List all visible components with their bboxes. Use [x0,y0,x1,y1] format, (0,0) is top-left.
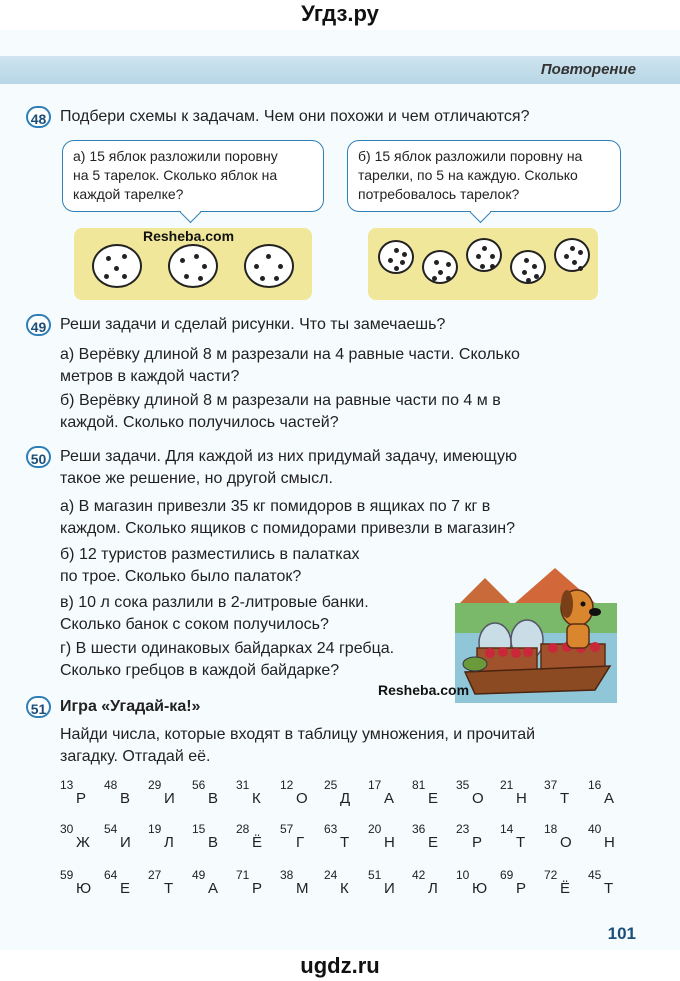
plate-icon [510,250,546,284]
puzzle-cell [148,868,192,902]
text-line: Сколько банок с соком получилось? [60,616,329,633]
cell-letter: Ё [560,880,571,897]
task-50-part-b [60,544,460,588]
puzzle-row [60,778,640,812]
card-line: тарелки, по 5 на каждую. Сколько [358,167,578,183]
cell-number: 49 [192,868,206,882]
resheba-watermark: Resheba.com [143,228,235,244]
cell-letter: Ю [472,880,488,897]
puzzle-cell [368,868,412,902]
cell-letter: О [560,834,572,851]
cell-letter: Д [340,790,351,807]
puzzle-cell [236,868,280,902]
puzzle-cell [368,822,412,856]
resheba-watermark: Resheba.com [378,682,470,698]
puzzle-cell [544,778,588,812]
problem-card-b [347,140,621,212]
cell-number: 16 [588,778,602,792]
task-51 [26,696,666,718]
cell-letter: Р [76,790,87,807]
site-header-watermark: Угдз.ру [301,1,379,26]
plate-icon [378,240,414,274]
cell-number: 38 [280,868,294,882]
puzzle-cell [500,778,544,812]
cell-number: 48 [104,778,118,792]
cell-number: 71 [236,868,250,882]
cell-letter: Н [604,834,615,851]
cell-letter: Ё [252,834,263,851]
task-question: Подбери схемы к задачам. Чем они похожи и чем отличаются? [60,108,530,125]
text-line: Найди числа, которые входят в таблицу умножения, и прочитай [60,726,536,743]
cell-letter: И [120,834,131,851]
cell-number: 10 [456,868,470,882]
task-question: Реши задачи и сделай рисунки. Что ты замечаешь? [60,316,446,333]
cell-letter: Р [472,834,483,851]
puzzle-row [60,822,640,856]
cell-letter: О [296,790,308,807]
cell-letter: В [208,790,219,807]
plate-icon [244,244,294,288]
cell-number: 31 [236,778,250,792]
puzzle-cell [588,868,632,902]
task-49-part-b [60,390,650,434]
cell-letter: И [384,880,395,897]
plate-icon [92,244,142,288]
text-line: в) 10 л сока разлили в 2-литровые банки. [60,594,369,611]
cell-number: 15 [192,822,206,836]
cell-letter: Т [560,790,570,807]
cell-letter: Е [120,880,131,897]
site-footer-watermark: ugdz.ru [0,951,680,981]
puzzle-row [60,868,640,902]
cell-letter: К [340,880,349,897]
puzzle-cell [588,822,632,856]
section-band [0,56,680,84]
cell-number: 57 [280,822,294,836]
puzzle-cell [544,868,588,902]
cell-number: 69 [500,868,514,882]
cell-letter: О [472,790,484,807]
cell-number: 23 [456,822,470,836]
card-line: на 5 тарелок. Сколько яблок на [73,167,278,183]
cell-number: 25 [324,778,338,792]
puzzle-cell [412,778,456,812]
page-number: 101 [607,924,636,943]
text-line: загадку. Отгадай её. [60,748,211,765]
cell-letter: К [252,790,261,807]
cell-letter: Т [340,834,350,851]
puzzle-cell [500,868,544,902]
task-number-badge: 51 [26,696,51,718]
cell-number: 54 [104,822,118,836]
cell-letter: Т [604,880,614,897]
puzzle-cell [280,868,324,902]
task-number-badge: 48 [26,106,51,128]
puzzle-cell [412,822,456,856]
cell-number: 17 [368,778,382,792]
task-number-badge: 49 [26,314,51,336]
plate-icon [422,250,458,284]
cell-letter: Н [516,790,527,807]
text-line: б) 12 туристов разместились в палатках [60,546,360,563]
cell-number: 19 [148,822,162,836]
cell-number: 64 [104,868,118,882]
cell-letter: А [604,790,615,807]
cell-number: 72 [544,868,558,882]
task-48 [26,106,666,128]
task-49 [26,314,666,336]
text-line: Реши задачи. Для каждой из них придумай задачу, имеющую [60,448,518,465]
cell-letter: Р [252,880,263,897]
cell-number: 30 [60,822,74,836]
puzzle-cell [544,822,588,856]
puzzle-cell [280,778,324,812]
puzzle-cell [104,822,148,856]
text-line: такое же решение, но другой смысл. [60,470,333,487]
task-50 [26,446,666,490]
cell-letter: Н [384,834,395,851]
puzzle-cell [456,868,500,902]
puzzle-cell [60,778,104,812]
cell-letter: А [208,880,219,897]
cell-number: 51 [368,868,382,882]
text-line: по трое. Сколько было палаток? [60,568,302,585]
puzzle-cell [104,778,148,812]
puzzle-cell [104,868,148,902]
cell-letter: Е [428,790,439,807]
puzzle-cell [60,822,104,856]
section-title: Повторение [540,61,636,78]
puzzle-cell [236,778,280,812]
card-line: каждой тарелке? [73,186,184,202]
puzzle-cell [412,868,456,902]
puzzle-cell [324,868,368,902]
task-50-part-c [60,592,460,636]
task-49-part-a [60,344,650,388]
plate-icon [466,238,502,272]
cell-number: 12 [280,778,294,792]
plate-icon [168,244,218,288]
text-line: а) Верёвку длиной 8 м разрезали на 4 равные части. Сколько [60,346,520,363]
task-50-part-a [60,496,650,540]
cell-letter: Ю [76,880,92,897]
puzzle-cell [148,822,192,856]
task-50-part-d [60,638,460,682]
cell-number: 24 [324,868,338,882]
dog-boat-illustration [455,548,617,703]
cell-number: 20 [368,822,382,836]
puzzle-cell [60,868,104,902]
puzzle-cell [280,822,324,856]
cell-letter: Р [516,880,527,897]
cell-letter: Т [516,834,526,851]
cell-letter: Г [296,834,305,851]
text-line: каждой. Сколько получилось частей? [60,414,339,431]
cell-number: 18 [544,822,558,836]
cell-number: 28 [236,822,250,836]
puzzle-cell [148,778,192,812]
puzzle-cell [192,868,236,902]
cell-letter: Е [428,834,439,851]
cell-letter: А [384,790,395,807]
cell-number: 36 [412,822,426,836]
puzzle-cell [588,778,632,812]
cell-number: 56 [192,778,206,792]
cell-number: 35 [456,778,470,792]
text-line: б) Верёвку длиной 8 м разрезали на равные части по 4 м в [60,392,501,409]
cell-number: 14 [500,822,514,836]
cell-number: 29 [148,778,162,792]
card-line: потребовалось тарелок? [358,186,520,202]
text-line: г) В шести одинаковых байдарках 24 гребца. [60,640,395,657]
puzzle-cell [192,778,236,812]
puzzle-cell [456,778,500,812]
cell-number: 37 [544,778,558,792]
cell-number: 59 [60,868,74,882]
cell-number: 63 [324,822,338,836]
cell-letter: В [208,834,219,851]
puzzle-cell [500,822,544,856]
puzzle-cell [236,822,280,856]
cell-number: 21 [500,778,514,792]
text-line: метров в каждой части? [60,368,240,385]
puzzle-cell [456,822,500,856]
puzzle-cell [192,822,236,856]
cell-letter: Ж [76,834,90,851]
card-line: а) 15 яблок разложили поровну [73,148,278,164]
task-question [60,446,660,490]
task-51-question [60,724,650,768]
cell-letter: Т [164,880,174,897]
text-line: Сколько гребцов в каждой байдарке? [60,662,340,679]
cell-letter: Л [428,880,438,897]
puzzle-cell [368,778,412,812]
cell-number: 45 [588,868,602,882]
problem-card-a [62,140,324,212]
cell-letter: Л [164,834,174,851]
cell-letter: И [164,790,175,807]
cell-number: 13 [60,778,74,792]
plate-icon [554,238,590,272]
text-line: каждом. Сколько ящиков с помидорами привезли в магазин? [60,520,515,537]
cell-number: 81 [412,778,426,792]
game-title: Игра «Угадай-ка!» [60,698,201,715]
puzzle-cell [324,822,368,856]
puzzle-cell [324,778,368,812]
cell-number: 42 [412,868,426,882]
cell-number: 27 [148,868,162,882]
task-number-badge: 50 [26,446,51,468]
card-line: б) 15 яблок разложили поровну на [358,148,583,164]
cell-letter: В [120,790,131,807]
text-line: а) В магазин привезли 35 кг помидоров в ящиках по 7 кг в [60,498,491,515]
cell-number: 40 [588,822,602,836]
cell-letter: М [296,880,309,897]
